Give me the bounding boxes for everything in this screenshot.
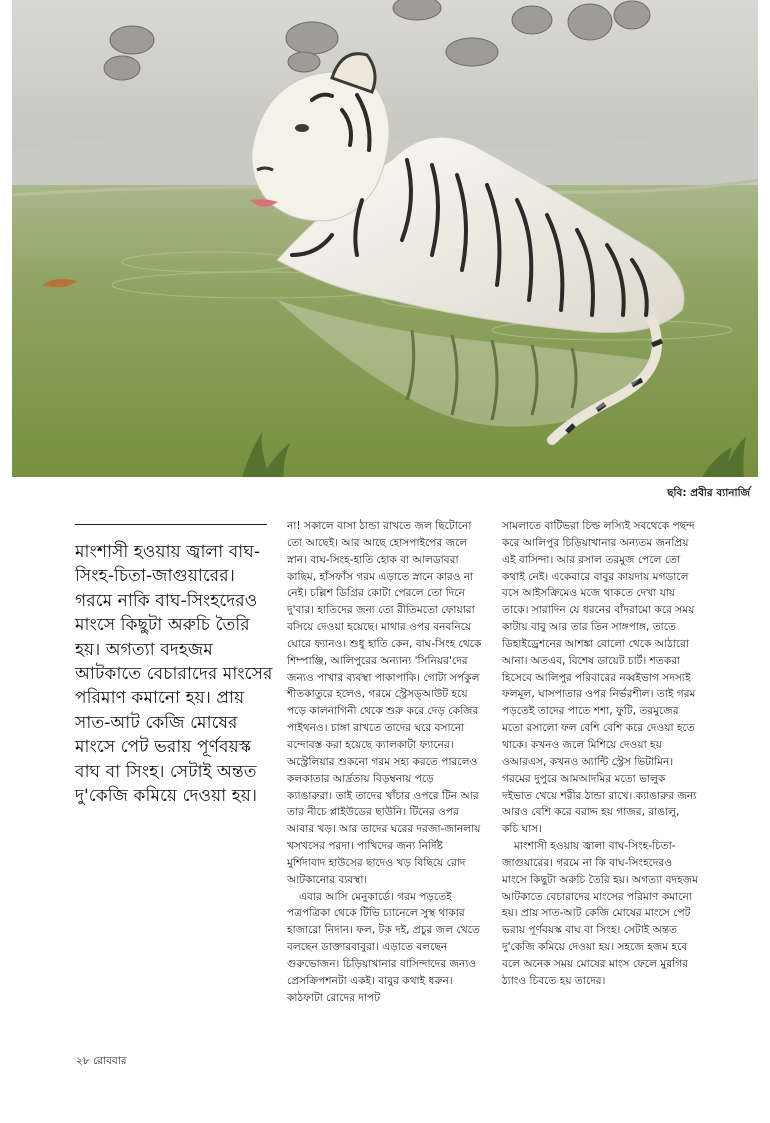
paragraph: সামলাতে বাটিভরা চিল্ড লস্যিই সবথেকে পছন্দ করে আলিপুর চিড়িয়াখানার অন্যতম জনপ্রিয় এই বাসিন্দা। আর রসাল তরমুজ পেলে তো কথাই নেই। একেবারে বাবুর কায়দায় মগডালে বসে আইসক্রিমেও মজে থাকতে দেখা যায় তাকে। সারাদিন যে ধরনের বাঁদরামো করে সময় কাটায় বাবু আর তার তিন সাঙ্গপাঙ্গ, তাতে ডিহাইড্রেশনের আশঙ্কা বোলো থেকে আঠারো আনা। অতএব, বিশেষ ডায়েট চার্ট। শতকরা হিসেবে আলিপুর পরিবারের নব্বইভাগ সদস্যই ফলমূল, ঘাসপাতার ওপর নির্ভরশীল। তাই গরম পড়তেই তাদের পাতে শশা, ফুটি, তরমুজের মতো রসালো ফল বেশি বেশি করে দেওয়া হতে থাকে। কখনও জলে মিশিয়ে দেওয়া হয় ওআরএস, কখনও অ্যান্টি স্ট্রেস ভিটামিন। গরমের দুপুরে আমআদমির মতো ভালুক দইভাত খেয়ে শরীর ঠান্ডা রাখে। ক্যাঙারুর জন্য আরও বেশি করে বরাদ্দ হয় গাজর, রাঙালু, কচি ঘাস। <box>502 520 697 836</box>
paragraph: এবার আসি মেনুকার্ডে। গরম পড়তেই পত্রপত্রিকা থেকে টিভি চ্যানেলে সুস্থ থাকার হাজারো নিদান। ফল, টক দই, প্রচুর জল খেতে বলছেন ডাক্তারবাবুরা। এড়াতে বলছেন গুরুভোজন। চিড়িয়াখানার বাসিন্দাদের জন্যও প্রেসক্রিপশনটা একই। বাবুর কথাই ধরুন। কাঠফাটা রোদের দাপট <box>287 890 480 1004</box>
paragraph: না! সকালে বাসা ঠান্ডা রাখতে জল ছিটোনো তো আছেই। আর আছে হোসপাইপের জলে স্নান। বাঘ-সিংহ-হাতি হোক বা আলডাবরা কাছিম, হাঁসফাঁস গরম এড়াতে স্নানে কারও না নেই। চল্লিশ ডিগ্রির কোটা পেরলে তো দিনে দু'বার। হাতিদের জন্য তো রীতিমতো ফোয়ারা বসিয়ে দেওয়া হয়েছে। মাথার ওপর বনবনিয়ে ঘোরে ফ্যানও। শুধু হাতি কেন, বাঘ-সিংহ থেকে শিম্পাঞ্জি, আলিপুরের অন্যান্য 'সিনিয়র'দের জন্যও পাখার ব্যবস্থা পাকাপাকি। গোটা সর্পকুল শীতকাতুরে হলেও, গরমে স্ট্রেসড্আউট হয়ে পড়ে কালনাগিনী থেকে শুরু করে দেড় কেজির পাইথনও। চাঙ্গা রাখতে তাদের ঘরে বসানো বন্দোবস্ত করা হয়েছে ক্যালকাটা ফ্যানের। অস্ট্রেলিয়ার শুকনো গরম সহ্য করতে পারলেও কলকাতার আর্দ্রতায় বিড়ম্বনায় পড়ে ক্যাঙারুরা। তাই তাদের খাঁচার ওপরে টিন আর তার নীচে প্লাইউডের ছাউনি। টিনের ওপর আবার খড়। আর তাদের ঘরের দরজা-জানলায় খসখসের পরদা। পাখিদের জন্য নির্দিষ্ট মুর্শিদাবাদ হাউসের ছাদেও খড় বিছিয়ে রোদ আটকানোর ব্যবস্থা। <box>287 520 482 886</box>
article-column-2 <box>287 518 482 1006</box>
pull-quote-rule <box>75 524 267 525</box>
pull-quote-text: মাংশাসী হওয়ায় জ্বালা বাঘ-সিংহ-চিতা-জাগুয়ারের। গরমে নাকি বাঘ-সিংহদেরও মাংসে কিছুটা অরুচি তৈরি হয়। অগত্যা বদহজম আটকাতে বেচারাদের মাংসের পরিমাণ কমানো হয়। প্রায় সাত-আট কেজি মোষের মাংসে পেট ভরায় পূর্ণবয়স্ক বাঘ বা সিংহ। সেটাই অন্তত দু'কেজি কমিয়ে দেওয়া হয়। <box>75 542 273 807</box>
page-folio: ২৮ রোববার <box>76 1055 127 1067</box>
paragraph: মাংশাসী হওয়ায় জ্বালা বাঘ-সিংহ-চিতা-জাগুয়ারের। গরমে না কি বাঘ-সিংহদেরও মাংসে কিছুটা অরুচি তৈরি হয়। অগত্যা বদহজম আটকাতে বেচারাদের মাংসের পরিমাণ কমানো হয়। প্রায় সাত-আট কেজি মোষের মাংসে পেট ভরায় পূর্ণবয়স্ক বাঘ বা সিংহ। সেটাই অন্তত দু'কেজি কমিয়ে দেওয়া হয়। সহজে হজম হবে বলে অনেক সময় মোষের মাংস ফেলে মুরগির ঠ্যাংও চিবতে হয় তাদের। <box>502 840 699 987</box>
photo-credit: ছবি: প্রবীর ব্যানার্জি <box>667 487 750 499</box>
article-column-3 <box>502 518 698 990</box>
pull-quote <box>75 540 275 808</box>
white-tiger-photo <box>12 0 758 477</box>
